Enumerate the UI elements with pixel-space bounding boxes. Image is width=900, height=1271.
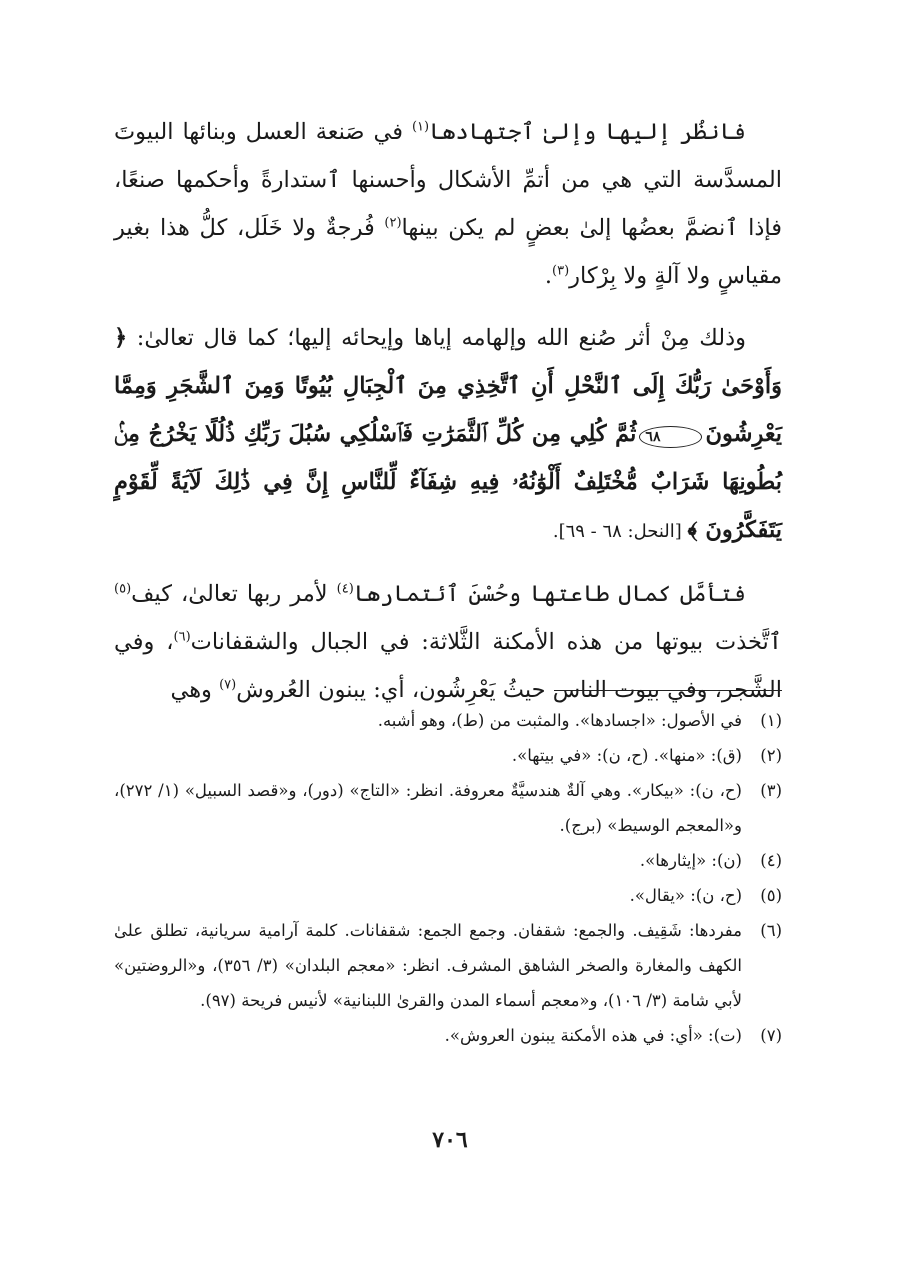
text-run: ٱتَّخذت بيوتها من هذه الأمكنة الثَّلاثة: في الجبال والشقفانات xyxy=(190,629,782,655)
footnote-item xyxy=(114,878,782,913)
footnote-item xyxy=(114,703,782,738)
footnote-number: (٣) xyxy=(760,781,782,800)
paragraph-1 xyxy=(114,108,782,300)
footnote-text: مفردها: شَقِيف. والجمع: شقفان. وجمع الجمع: شقفانات. كلمة آرامية سريانية، تطلق علىٰ الكهف والمغارة والصخر الشاهق المشرف. انظر: «معجم البلدان» (٣/ ٣٥٦)، و«الروضتين» لأبي شامة (٣/ ١٠٦)، و«معجم أسماء المدن والقرىٰ اللبنانية» لأنيس فريحة (٩٧). xyxy=(114,921,742,1010)
footnote-ref[interactable]: (٢) xyxy=(384,215,402,231)
footnote-item xyxy=(114,738,782,773)
text-run: فُرجةٌ ولا خَلَل، كلُّ هذا بغير مقياسٍ ولا آلةٍ ولا بِرْكار xyxy=(114,215,782,289)
quran-verse xyxy=(114,325,782,543)
footnote-ref[interactable]: (٥) xyxy=(114,581,132,597)
ayah-number-marker: ٦٨ xyxy=(639,426,702,448)
footnotes-list xyxy=(114,703,782,1053)
footnote-number: (١) xyxy=(760,711,782,730)
page-number: ٧٠٦ xyxy=(432,1127,468,1153)
footnote-item xyxy=(114,843,782,878)
footnote-item xyxy=(114,1018,782,1053)
footnote-number: (٤) xyxy=(760,851,782,870)
text-run: لأمر ربها تعالىٰ، كيف xyxy=(131,581,337,607)
footnote-text: (ح، ن): «بيكار». وهي آلةٌ هندسيَّةٌ معروفة. انظر: «التاج» (دور)، و«قصد السبيل» (١/ ٢٧٢)، و«المعجم الوسيط» (برج). xyxy=(114,781,742,835)
text-run: فانظُر إليها وإلىٰ ٱجتهادها xyxy=(429,119,746,145)
footnote-text: (ح، ن): «يقال». xyxy=(629,886,742,905)
footnote-text: في الأصول: «اجسادها». والمثبت من (ط)، وهو أشبه. xyxy=(377,711,742,730)
text-run: فتأمَّل كمال طاعتها وحُسْنَ ٱئتمارها xyxy=(353,581,746,607)
footnote-number: (٥) xyxy=(760,886,782,905)
text-run: في صَنعة العسل وبنائها البيوتَ المسدَّسة التي هي من أتمِّ الأشكال وأحسنها ٱستدارةً وأحكمها صنعًا، فإذا ٱنضمَّ بعضُها إلىٰ بعضٍ لم يكن بينها xyxy=(114,119,782,241)
footnote-text: (ت): «أي: في هذه الأمكنة يبنون العروش». xyxy=(444,1026,742,1045)
ornate-bracket-close: ﴾ xyxy=(687,517,698,543)
footnote-text: (ن): «إيثارها». xyxy=(639,851,742,870)
footnote-text: (ق): «منها». (ح، ن): «في بيتها». xyxy=(511,746,742,765)
footnote-ref[interactable]: (٧) xyxy=(219,677,237,693)
footnote-ref[interactable]: (٣) xyxy=(552,263,570,279)
footnote-ref[interactable]: (٦) xyxy=(173,629,191,645)
paragraph-2 xyxy=(114,314,782,556)
footnote-ref[interactable]: (١) xyxy=(411,119,430,135)
paragraph-3 xyxy=(114,570,782,714)
verse-text: ثُمَّ كُلِي مِن كُلِّ ٱلثَّمَرَٰتِ فَٱسْلُكِي سُبُلَ رَبِّكِ ذُلُلًا يَخْرُجُ مِنۢ بُطُونِهَا شَرَابٌ مُّخْتَلِفٌ أَلْوَٰنُهُۥ فِيهِ شِفَآءٌ لِّلنَّاسِ إِنَّ فِي ذَٰلِكَ لَآيَةً لِّقَوْمٍ يَتَفَكَّرُونَ xyxy=(114,421,782,543)
text-run: وذلك مِنْ أثر صُنع الله وإلهامه إياها وإيحائه إليها؛ كما قال تعالىٰ: xyxy=(127,325,746,351)
footnote-number: (٧) xyxy=(760,1026,782,1045)
footnote-separator xyxy=(554,690,782,691)
verse-text: وَأَوْحَىٰ رَبُّكَ إِلَى ٱلنَّحْلِ أَنِ ٱتَّخِذِي مِنَ ٱلْجِبَالِ بُيُوتًا وَمِنَ ٱلشَّجَرِ وَمِمَّا يَعْرِشُونَ xyxy=(114,373,782,447)
text-run: ، وفي الشَّجر، وفي بيوت الناس حيثُ يَعْرِشُون، أي: يبنون العُروش xyxy=(114,629,782,703)
ornate-bracket-open: ﴿ xyxy=(114,325,128,351)
footnote-number: (٢) xyxy=(760,746,782,765)
footnote-item xyxy=(114,773,782,843)
footnote-number: (٦) xyxy=(760,921,782,940)
text-run: . xyxy=(544,263,553,289)
verse-reference: [النحل: ٦٨ - ٦٩]. xyxy=(552,521,688,542)
footnote-item xyxy=(114,913,782,1018)
main-text xyxy=(114,108,782,728)
footnote-ref[interactable]: (٤) xyxy=(336,581,354,597)
text-run: وهي xyxy=(170,677,220,703)
